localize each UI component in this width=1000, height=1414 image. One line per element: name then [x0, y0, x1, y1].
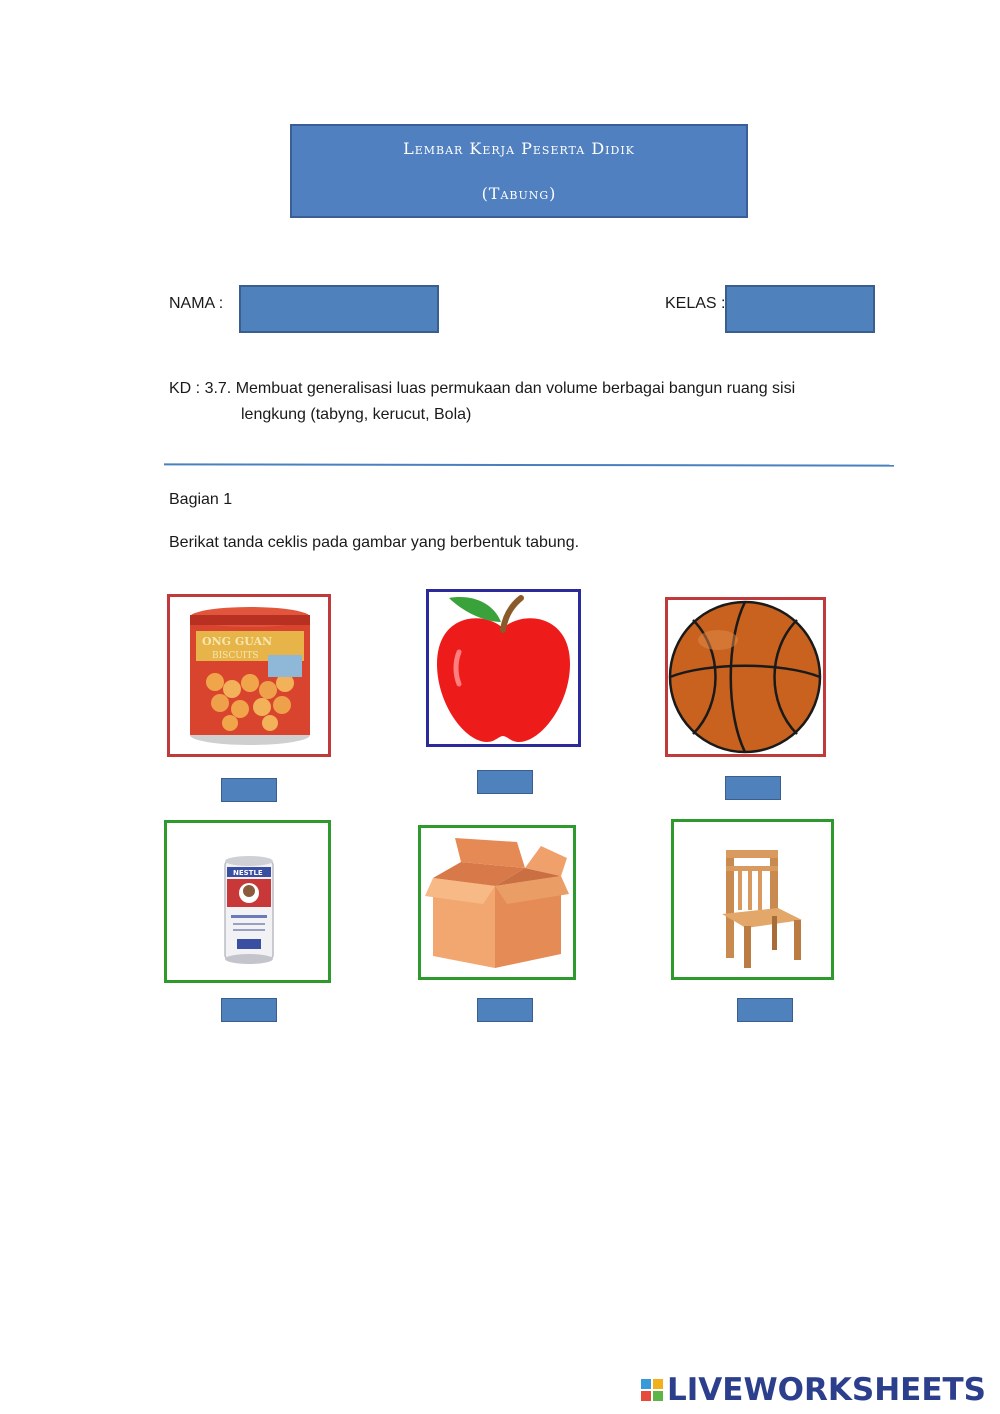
image-card-box [418, 825, 576, 980]
svg-text:NESTLE: NESTLE [233, 869, 263, 877]
checkbox-apple[interactable] [477, 770, 533, 794]
worksheet-title-box [290, 124, 748, 218]
class-label: KELAS : [665, 295, 726, 312]
image-card-apple [426, 589, 581, 747]
brand-name: LIVEWORKSHEETS [667, 1372, 986, 1408]
liveworksheets-logo [641, 1372, 986, 1408]
name-label: NAMA : [169, 295, 224, 312]
apple-icon [429, 592, 578, 744]
kd-line-2: lengkung (tabyng, kerucut, Bola) [241, 406, 472, 423]
image-card-basketball [665, 597, 826, 757]
basketball-icon [668, 600, 823, 754]
svg-text:ONG GUAN: ONG GUAN [202, 635, 273, 648]
biscuit-tin-icon [170, 597, 328, 754]
liveworksheets-mark-icon [641, 1379, 663, 1401]
worksheet-subtitle: (Tabung) [481, 184, 557, 203]
image-card-milk-can [164, 820, 331, 983]
class-input[interactable] [725, 285, 875, 333]
milk-can-icon [167, 823, 328, 980]
checkbox-basketball[interactable] [725, 776, 781, 800]
checkbox-milk-can[interactable] [221, 998, 277, 1022]
kd-line-1: KD : 3.7. Membuat generalisasi luas permukaan dan volume berbagai bangun ruang sisi [169, 380, 796, 397]
cardboard-box-icon [421, 828, 573, 977]
worksheet-title: Lembar Kerja Peserta Didik [403, 139, 635, 158]
checkbox-biscuit-tin[interactable] [221, 778, 277, 802]
checkbox-chair[interactable] [737, 998, 793, 1022]
section-title: Bagian 1 [169, 491, 233, 508]
image-card-chair [671, 819, 834, 980]
name-input[interactable] [239, 285, 439, 333]
section-instruction: Berikat tanda ceklis pada gambar yang berbentuk tabung. [169, 534, 580, 551]
chair-icon [674, 822, 831, 977]
svg-text:BISCUITS: BISCUITS [212, 651, 259, 661]
divider-line [164, 463, 894, 466]
checkbox-box[interactable] [477, 998, 533, 1022]
image-card-biscuit-tin [167, 594, 331, 757]
